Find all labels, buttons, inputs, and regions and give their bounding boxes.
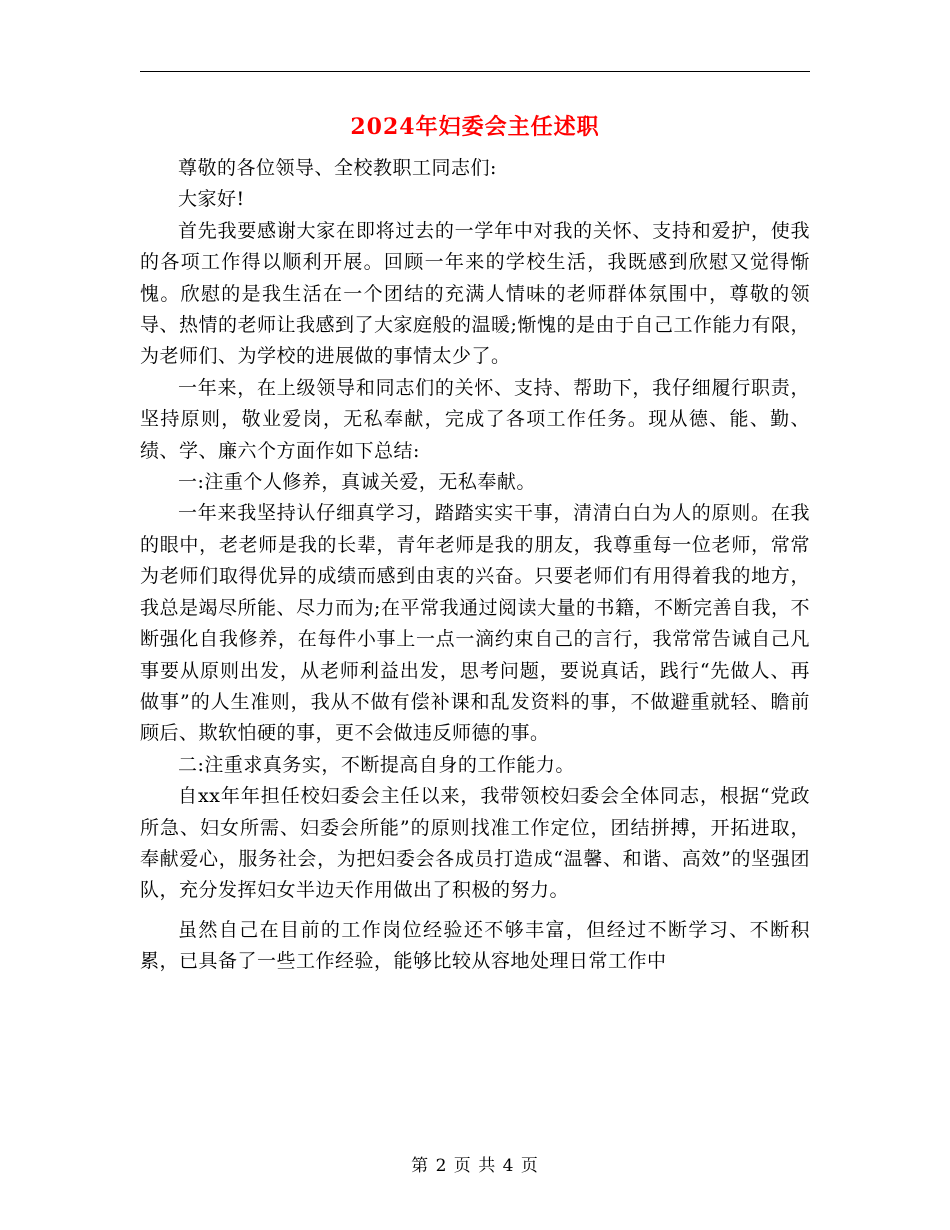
document-title: 2024年妇委会主任述职 [350, 114, 600, 140]
paragraph-section-two: 自xx年年担任校妇委会主任以来，我带领校妇委会全体同志，根据“党政所急、妇女所需、妇委会所能”的原则找准工作定位，团结拼搏，开拓进取，奉献爱心，服务社会，为把妇委会各成员打造成“温馨、和谐、高效”的坚强团队，充分发挥妇女半边天作用做出了积极的努力。 [140, 785, 810, 902]
section-heading-two: 二:注重求真务实，不断提高自身的工作能力。 [178, 753, 575, 776]
document-body [140, 153, 810, 978]
paragraph-greeting: 大家好! [178, 188, 245, 211]
paragraph-experience: 虽然自己在目前的工作岗位经验还不够丰富，但经过不断学习、不断积累，已具备了一些工作经验，能够比较从容地处理日常工作中 [140, 918, 810, 973]
header-rule [140, 71, 810, 72]
paragraph-overview: 一年来，在上级领导和同志们的关怀、支持、帮助下，我仔细履行职责，坚持原则，敬业爱岗，无私奉献，完成了各项工作任务。现从德、能、勤、绩、学、廉六个方面作如下总结: [140, 376, 810, 462]
paragraph-section-one: 一年来我坚持认仔细真学习，踏踏实实干事，清清白白为人的原则。在我的眼中，老老师是我的长辈，青年老师是我的朋友，我尊重每一位老师，常常为老师们取得优异的成绩而感到由衷的兴奋。只要老师们有用得着我的地方，我总是竭尽所能、尽力而为;在平常我通过阅读大量的书籍，不断完善自我，不断强化自我修养，在每件小事上一点一滴约束自己的言行，我常常告诫自己凡事要从原则出发，从老师利益出发，思考问题，要说真话，践行“先做人、再做事”的人生准则，我从不做有偿补课和乱发资料的事，不做避重就轻、瞻前顾后、欺软怕硬的事，更不会做违反师德的事。 [140, 502, 810, 745]
section-heading-one: 一:注重个人修养，真诚关爱，无私奉献。 [178, 471, 536, 494]
page-footer: 第 2 页 共 4 页 [411, 1156, 539, 1176]
paragraph-intro: 首先我要感谢大家在即将过去的一学年中对我的关怀、支持和爱护，使我的各项工作得以顺利开展。回顾一年来的学校生活，我既感到欣慰又觉得惭愧。欣慰的是我生活在一个团结的充满人情味的老师群体氛围中，尊敬的领导、热情的老师让我感到了大家庭般的温暖;惭愧的是由于自己工作能力有限，为老师们、为学校的进展做的事情太少了。 [140, 219, 810, 368]
paragraph-salutation: 尊敬的各位领导、全校教职工同志们: [178, 157, 497, 179]
